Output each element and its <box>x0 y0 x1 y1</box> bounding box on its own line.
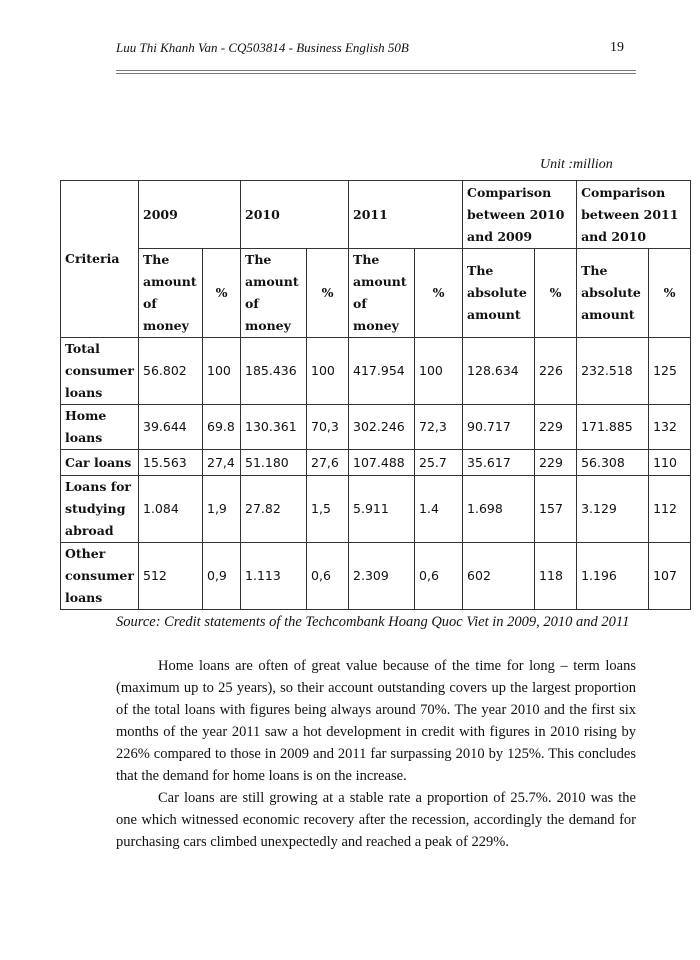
body-paragraph: Home loans are often of great value because of the time for long – term loans (maximum up to 25 years), so their account outstanding covers up the largest proportion of the total loans with figures being always around 70%. The year 2010 and the first six months of the year 2011 saw a hot development in credit with figures in 2010 rising by 226% compared to those in 2009 and 2011 far surpassing 2010 by 125%. This concludes that the demand for home loans is on the increase. <box>116 658 636 784</box>
table-cell: 100 <box>415 338 463 405</box>
row-label: Home loans <box>61 405 139 450</box>
table-cell: 56.802 <box>139 338 203 405</box>
page-number: 19 <box>610 40 624 55</box>
comparison-header: Comparison between 2011 and 2010 <box>577 181 691 249</box>
table-cell: 302.246 <box>349 405 415 450</box>
table-cell: 1.196 <box>577 543 649 610</box>
row-label: Total consumer loans <box>61 338 139 405</box>
table-cell: 226 <box>535 338 577 405</box>
table-cell: 27.82 <box>241 476 307 543</box>
table-row <box>61 338 691 405</box>
table-cell: 100 <box>203 338 241 405</box>
percent-subheader: % <box>649 249 691 338</box>
year-header: 2009 <box>139 181 241 249</box>
table-cell: 15.563 <box>139 450 203 476</box>
table-cell: 2.309 <box>349 543 415 610</box>
table-cell: 25.7 <box>415 450 463 476</box>
body-paragraph: Car loans are still growing at a stable rate a proportion of 25.7%. 2010 was the one which witnessed economic recovery after the recession, accordingly the demand for purchasing cars climbed unexpectedly and reached a peak of 229%. <box>116 790 636 850</box>
table-row <box>61 476 691 543</box>
table-cell: 232.518 <box>577 338 649 405</box>
amount-subheader: The amount of money <box>241 249 307 338</box>
consumer-loans-table <box>60 180 691 610</box>
table-cell: 0,6 <box>307 543 349 610</box>
table-cell: 112 <box>649 476 691 543</box>
table-cell: 107 <box>649 543 691 610</box>
unit-label: Unit :million <box>540 157 613 172</box>
table-cell: 35.617 <box>463 450 535 476</box>
percent-subheader: % <box>535 249 577 338</box>
absolute-subheader: The absolute amount <box>577 249 649 338</box>
percent-subheader: % <box>203 249 241 338</box>
table-cell: 417.954 <box>349 338 415 405</box>
criteria-header: Criteria <box>61 181 139 338</box>
table-cell: 0,9 <box>203 543 241 610</box>
table-cell: 39.644 <box>139 405 203 450</box>
table-cell: 229 <box>535 405 577 450</box>
table-cell: 5.911 <box>349 476 415 543</box>
table-cell: 1.698 <box>463 476 535 543</box>
table-cell: 185.436 <box>241 338 307 405</box>
table-cell: 125 <box>649 338 691 405</box>
table-cell: 0,6 <box>415 543 463 610</box>
table-cell: 27,6 <box>307 450 349 476</box>
table-cell: 107.488 <box>349 450 415 476</box>
table-cell: 3.129 <box>577 476 649 543</box>
table-source: Source: Credit statements of the Techcombank Hoang Quoc Viet in 2009, 2010 and 2011 <box>116 614 630 630</box>
table-cell: 1,9 <box>203 476 241 543</box>
amount-subheader: The amount of money <box>349 249 415 338</box>
header-title: Luu Thi Khanh Van - CQ503814 - Business English 50B <box>116 40 409 55</box>
table-cell: 118 <box>535 543 577 610</box>
table-row <box>61 405 691 450</box>
table-cell: 90.717 <box>463 405 535 450</box>
table-cell: 229 <box>535 450 577 476</box>
table-cell: 27,4 <box>203 450 241 476</box>
year-header: 2010 <box>241 181 349 249</box>
percent-subheader: % <box>415 249 463 338</box>
row-label: Other consumer loans <box>61 543 139 610</box>
table-row <box>61 450 691 476</box>
table-cell: 72,3 <box>415 405 463 450</box>
table-row <box>61 543 691 610</box>
table-cell: 130.361 <box>241 405 307 450</box>
comparison-header: Comparison between 2010 and 2009 <box>463 181 577 249</box>
percent-subheader: % <box>307 249 349 338</box>
table-cell: 70,3 <box>307 405 349 450</box>
page-header <box>116 40 636 60</box>
table-cell: 512 <box>139 543 203 610</box>
table-cell: 110 <box>649 450 691 476</box>
table-cell: 128.634 <box>463 338 535 405</box>
absolute-subheader: The absolute amount <box>463 249 535 338</box>
year-header: 2011 <box>349 181 463 249</box>
row-label: Car loans <box>61 450 139 476</box>
table-cell: 132 <box>649 405 691 450</box>
table-cell: 1.084 <box>139 476 203 543</box>
table-cell: 51.180 <box>241 450 307 476</box>
header-divider <box>116 70 636 74</box>
table-cell: 171.885 <box>577 405 649 450</box>
table-cell: 69.8 <box>203 405 241 450</box>
table-cell: 1.4 <box>415 476 463 543</box>
amount-subheader: The amount of money <box>139 249 203 338</box>
table-cell: 1.113 <box>241 543 307 610</box>
table-cell: 157 <box>535 476 577 543</box>
table-cell: 100 <box>307 338 349 405</box>
table-cell: 1,5 <box>307 476 349 543</box>
row-label: Loans for studying abroad <box>61 476 139 543</box>
table-cell: 602 <box>463 543 535 610</box>
table-cell: 56.308 <box>577 450 649 476</box>
